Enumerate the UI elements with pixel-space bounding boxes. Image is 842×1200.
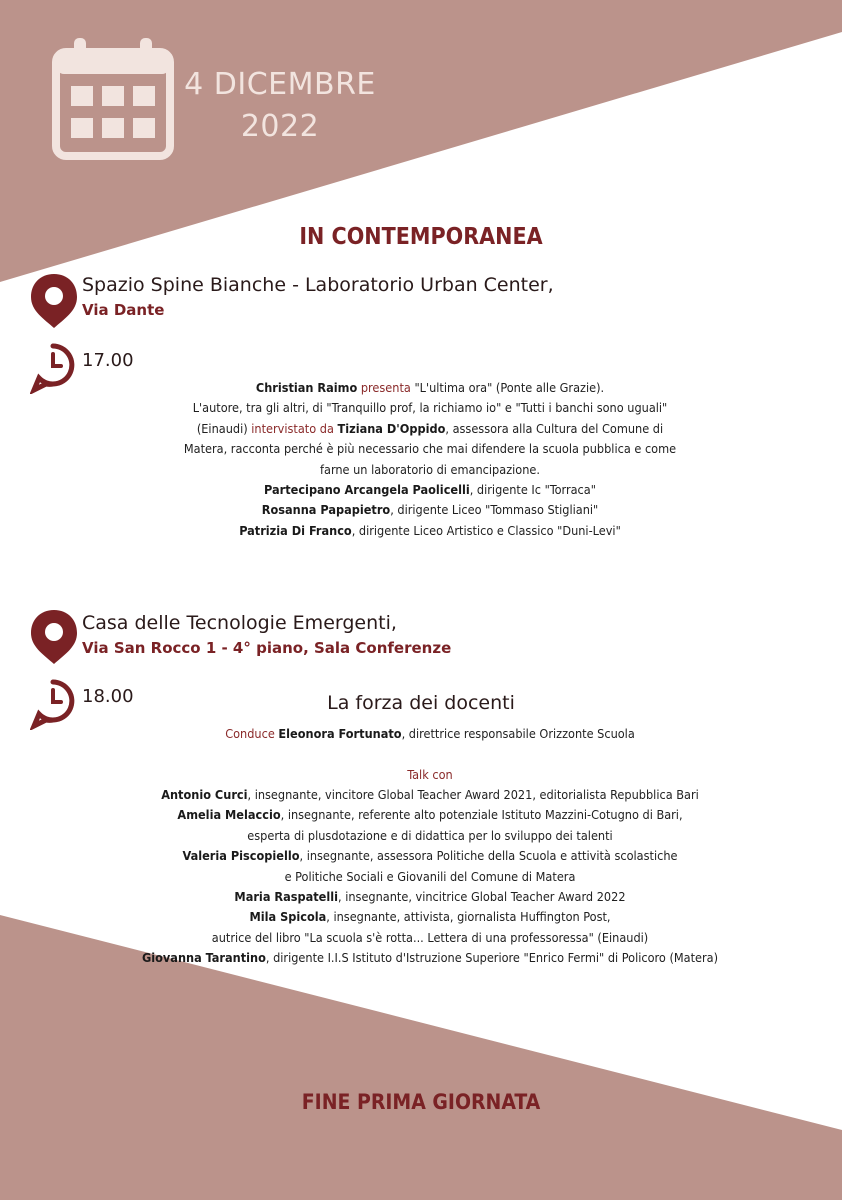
text-line	[70, 907, 790, 927]
text-segment: e Politiche Sociali e Giovanili del Comune di Matera	[284, 868, 576, 884]
text-line	[70, 378, 790, 398]
event2-location-address: Via San Rocco 1 - 4° piano, Sala Conferenze	[82, 639, 452, 657]
event2-speakers	[70, 785, 790, 969]
text-segment: , insegnante, referente alto potenziale Istituto Mazzini-Cotugno di Bari,	[280, 807, 683, 823]
event1-time: 17.00	[82, 350, 134, 371]
date-year: 2022	[240, 109, 320, 144]
text-segment: "L'ultima ora" (Ponte alle Grazie).	[414, 380, 605, 395]
person-name: Maria Raspatelli	[234, 889, 339, 905]
date-day-month: 4 DICEMBRE	[184, 67, 376, 102]
person-name: Christian Raimo	[255, 380, 358, 395]
text-line	[70, 928, 790, 948]
text-segment: , insegnante, attivista, giornalista Huffington Post,	[326, 909, 611, 925]
text-segment: , dirigente Liceo Artistico e Classico "Duni-Levi"	[351, 522, 621, 538]
person-name: Eleonora Fortunato	[278, 726, 402, 741]
text-segment: , assessora alla Cultura del Comune di	[445, 420, 664, 436]
text-line	[70, 419, 790, 439]
event2-moderator	[70, 724, 790, 744]
text-segment: farne un laboratorio di emancipazione.	[320, 461, 540, 477]
event1-description	[70, 378, 790, 541]
event2-title: La forza dei docenti	[327, 692, 515, 714]
text-line	[70, 826, 790, 846]
event2-time: 18.00	[82, 686, 134, 707]
person-name: Amelia Melaccio	[177, 807, 281, 823]
text-line	[70, 948, 790, 968]
text-segment: , insegnante, assessora Politiche della Scuola e attività scolastiche	[299, 848, 678, 864]
text-segment: L'autore, tra gli altri, di "Tranquillo prof, la richiamo io" e "Tutti i banchi sono uguali"	[192, 400, 668, 416]
text-segment: Conduce	[225, 726, 279, 741]
section-title: IN CONTEMPORANEA	[299, 224, 543, 250]
text-line	[70, 867, 790, 887]
person-name: Giovanna Tarantino	[141, 950, 266, 966]
text-line	[70, 500, 790, 520]
location-pin-icon	[26, 606, 82, 666]
text-segment: , insegnante, vincitrice Global Teacher Award 2022	[338, 889, 626, 905]
text-segment: esperta di plusdotazione e di didattica per lo sviluppo dei talenti	[247, 827, 613, 843]
text-line	[70, 846, 790, 866]
text-line	[70, 480, 790, 500]
text-segment: , direttrice responsabile Orizzonte Scuola	[401, 726, 635, 741]
person-name: Patrizia Di Franco	[239, 522, 352, 538]
event-date	[180, 64, 380, 148]
text-segment: presenta	[357, 380, 415, 395]
text-line	[70, 439, 790, 459]
text-line	[70, 460, 790, 480]
text-segment: , dirigente Ic "Torraca"	[469, 482, 596, 498]
text-segment: , insegnante, vincitore Global Teacher Award 2021, editorialista Repubblica Bari	[247, 787, 699, 802]
footer-title: FINE PRIMA GIORNATA	[301, 1090, 541, 1114]
person-name: Mila Spicola	[249, 909, 327, 925]
text-line	[70, 521, 790, 541]
person-name: Rosanna Papapietro	[261, 502, 391, 518]
person-name: Partecipano Arcangela Paolicelli	[264, 482, 470, 498]
person-name: Valeria Piscopiello	[182, 848, 300, 864]
text-line	[70, 785, 790, 805]
person-name: Tiziana D'Oppido	[337, 420, 446, 436]
event1-location-address: Via Dante	[82, 301, 165, 319]
text-segment: Matera, racconta perché è più necessario che mai difendere la scuola pubblica e come	[183, 441, 677, 457]
text-segment: (Einaudi)	[196, 420, 252, 436]
text-segment: , dirigente Liceo "Tommaso Stigliani"	[390, 502, 599, 518]
text-line	[70, 805, 790, 825]
calendar-icon	[52, 38, 174, 160]
text-line	[70, 398, 790, 418]
text-segment: intervistato da	[251, 420, 338, 436]
text-segment: , dirigente I.I.S Istituto d'Istruzione Superiore "Enrico Fermi" di Policoro (Matera)	[265, 950, 719, 966]
location-pin-icon	[26, 270, 82, 330]
person-name: Antonio Curci	[161, 787, 248, 802]
event2-location-name: Casa delle Tecnologie Emergenti,	[82, 612, 397, 634]
text-line	[70, 887, 790, 907]
event1-location-name: Spazio Spine Bianche - Laboratorio Urban Center,	[82, 274, 554, 296]
text-segment: autrice del libro "La scuola s'è rotta... Lettera di una professoressa" (Einaudi)	[211, 929, 649, 945]
event2-talk-label: Talk con	[407, 767, 453, 782]
